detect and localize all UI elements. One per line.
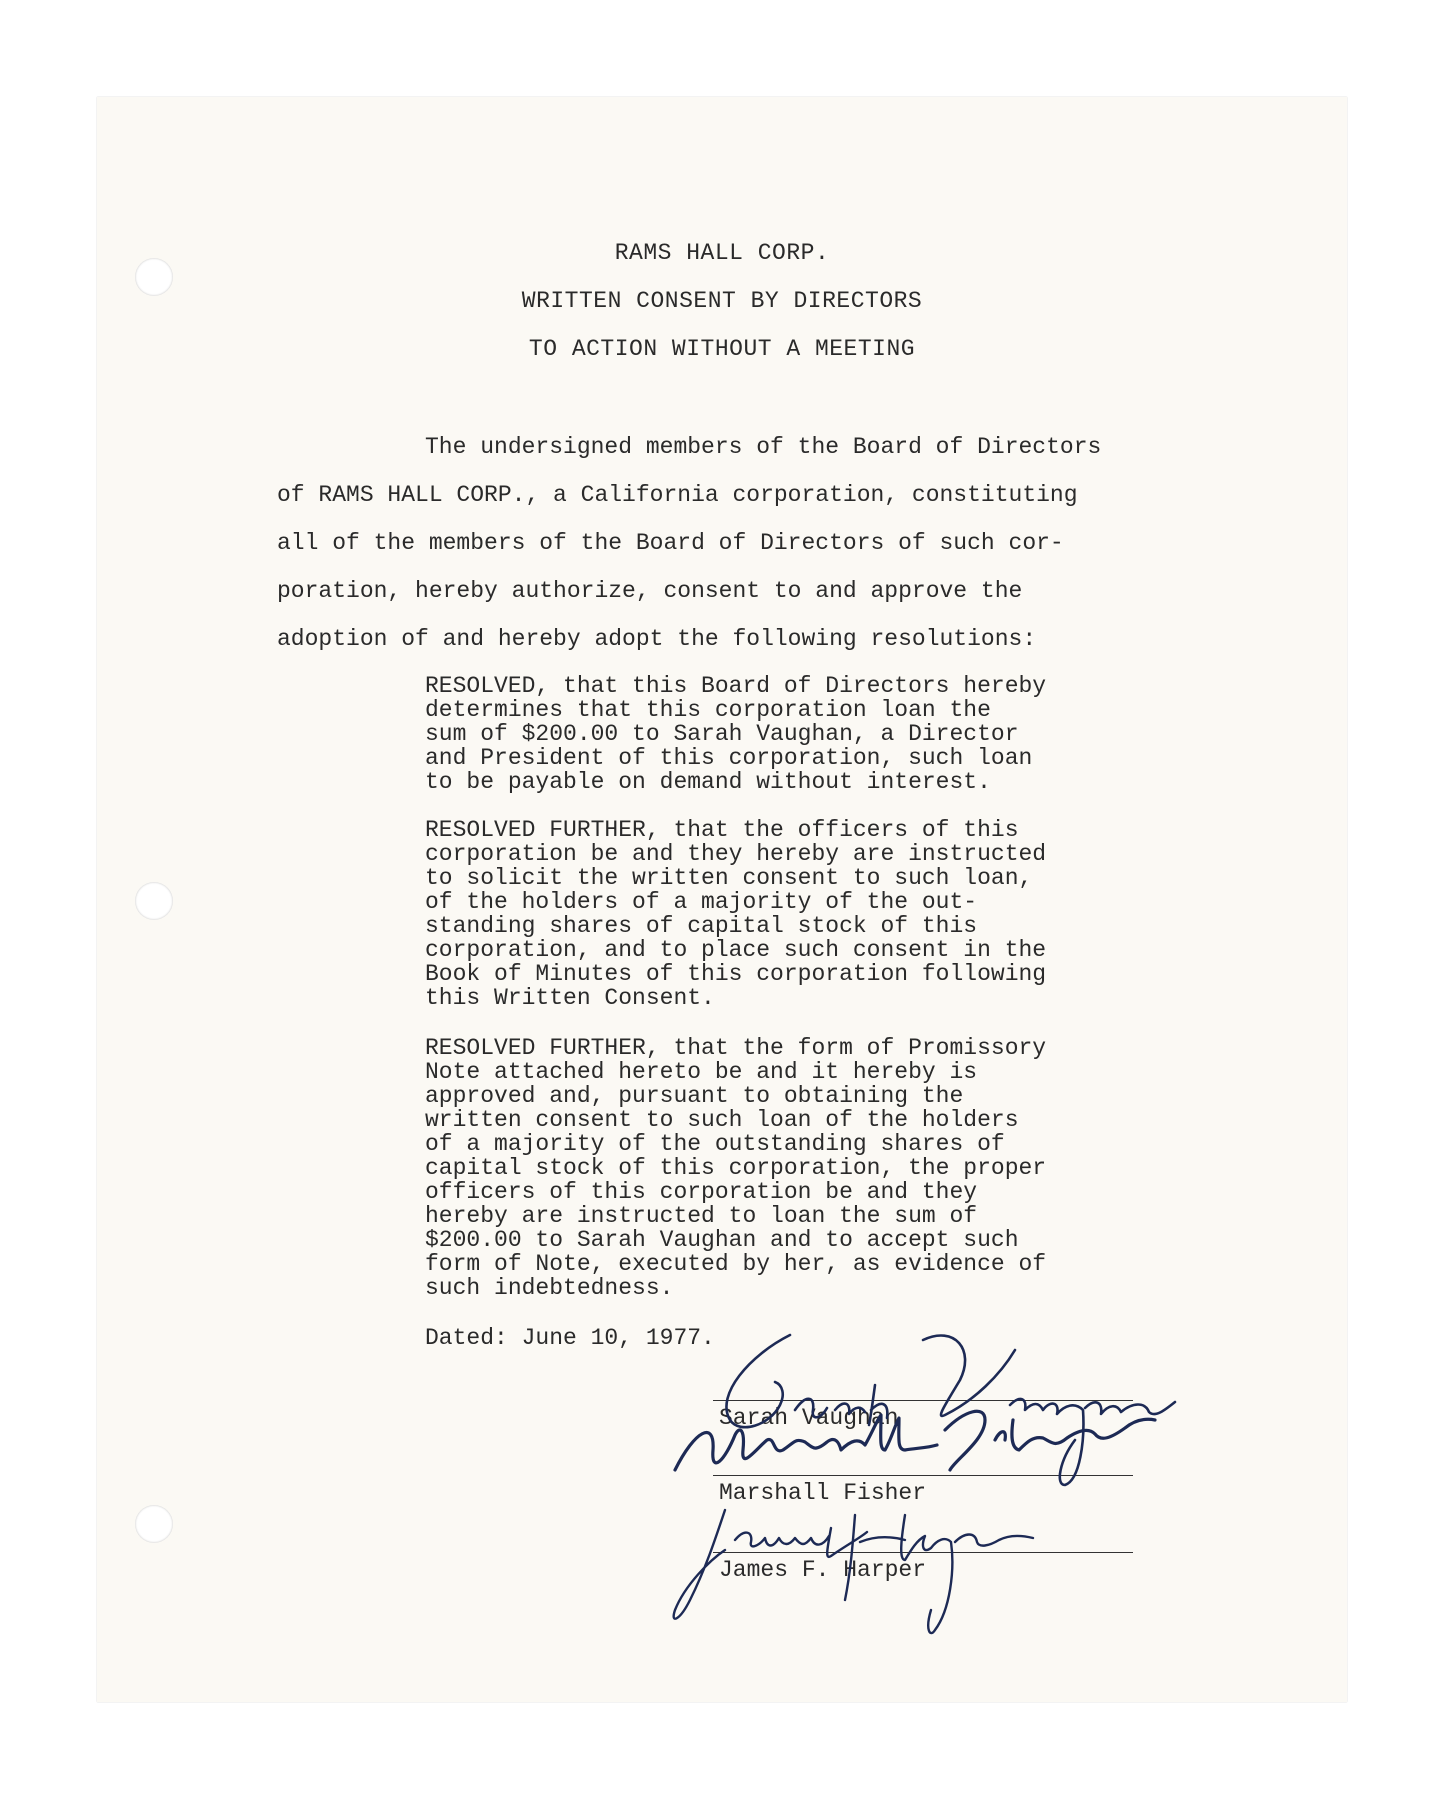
- resolution-1: RESOLVED, that this Board of Directors hereby determines that this corporation loan the sum of $200.00 to Sarah Vaughan, a Director and President of this corporation, such loan to be payable on demand without interest.: [425, 673, 1047, 795]
- signature-sarah-vaughan: [726, 1335, 1175, 1485]
- signatory-name: Sarah Vaughan: [719, 1405, 899, 1431]
- signatory-name: Marshall Fisher: [719, 1480, 927, 1506]
- company-name: RAMS HALL CORP.: [614, 240, 830, 266]
- handwritten-signatures: [655, 1310, 1275, 1650]
- intro-line: all of the members of the Board of Directors of such cor-: [277, 530, 1064, 556]
- resolution-3: RESOLVED FURTHER, that the form of Promissory Note attached hereto be and it hereby is approved and, pursuant to obtaining the written consent to such loan of the holders of a majority of the outstanding shares of capital stock of this corporation, the proper officers of this corporation be and they hereby are instructed to loan the sum of $200.00 to Sarah Vaughan and to accept such form of Note, executed by her, as evidence of such indebtedness.: [425, 1035, 1047, 1301]
- signatory-name: James F. Harper: [719, 1557, 927, 1583]
- document-title-line-1: WRITTEN CONSENT BY DIRECTORS: [521, 288, 923, 314]
- punch-hole: [135, 882, 173, 920]
- signature-james-harper: [674, 1510, 1033, 1633]
- resolution-2: RESOLVED FURTHER, that the officers of this corporation be and they hereby are instructed to solicit the written consent to such loan, of the holders of a majority of the out- standing shares of capital stock of this corporation, and to place such consent in the Book of Minutes of this corporation following this Written Consent.: [425, 817, 1047, 1011]
- punch-hole: [135, 1505, 173, 1543]
- intro-line: poration, hereby authorize, consent to and approve the: [277, 578, 1023, 604]
- intro-line: of RAMS HALL CORP., a California corporation, constituting: [277, 482, 1078, 508]
- intro-line: The undersigned members of the Board of Directors: [425, 434, 1102, 460]
- date-line: Dated: June 10, 1977.: [425, 1325, 715, 1351]
- intro-line: adoption of and hereby adopt the following resolutions:: [277, 626, 1037, 652]
- document-title-line-2: TO ACTION WITHOUT A MEETING: [528, 336, 916, 362]
